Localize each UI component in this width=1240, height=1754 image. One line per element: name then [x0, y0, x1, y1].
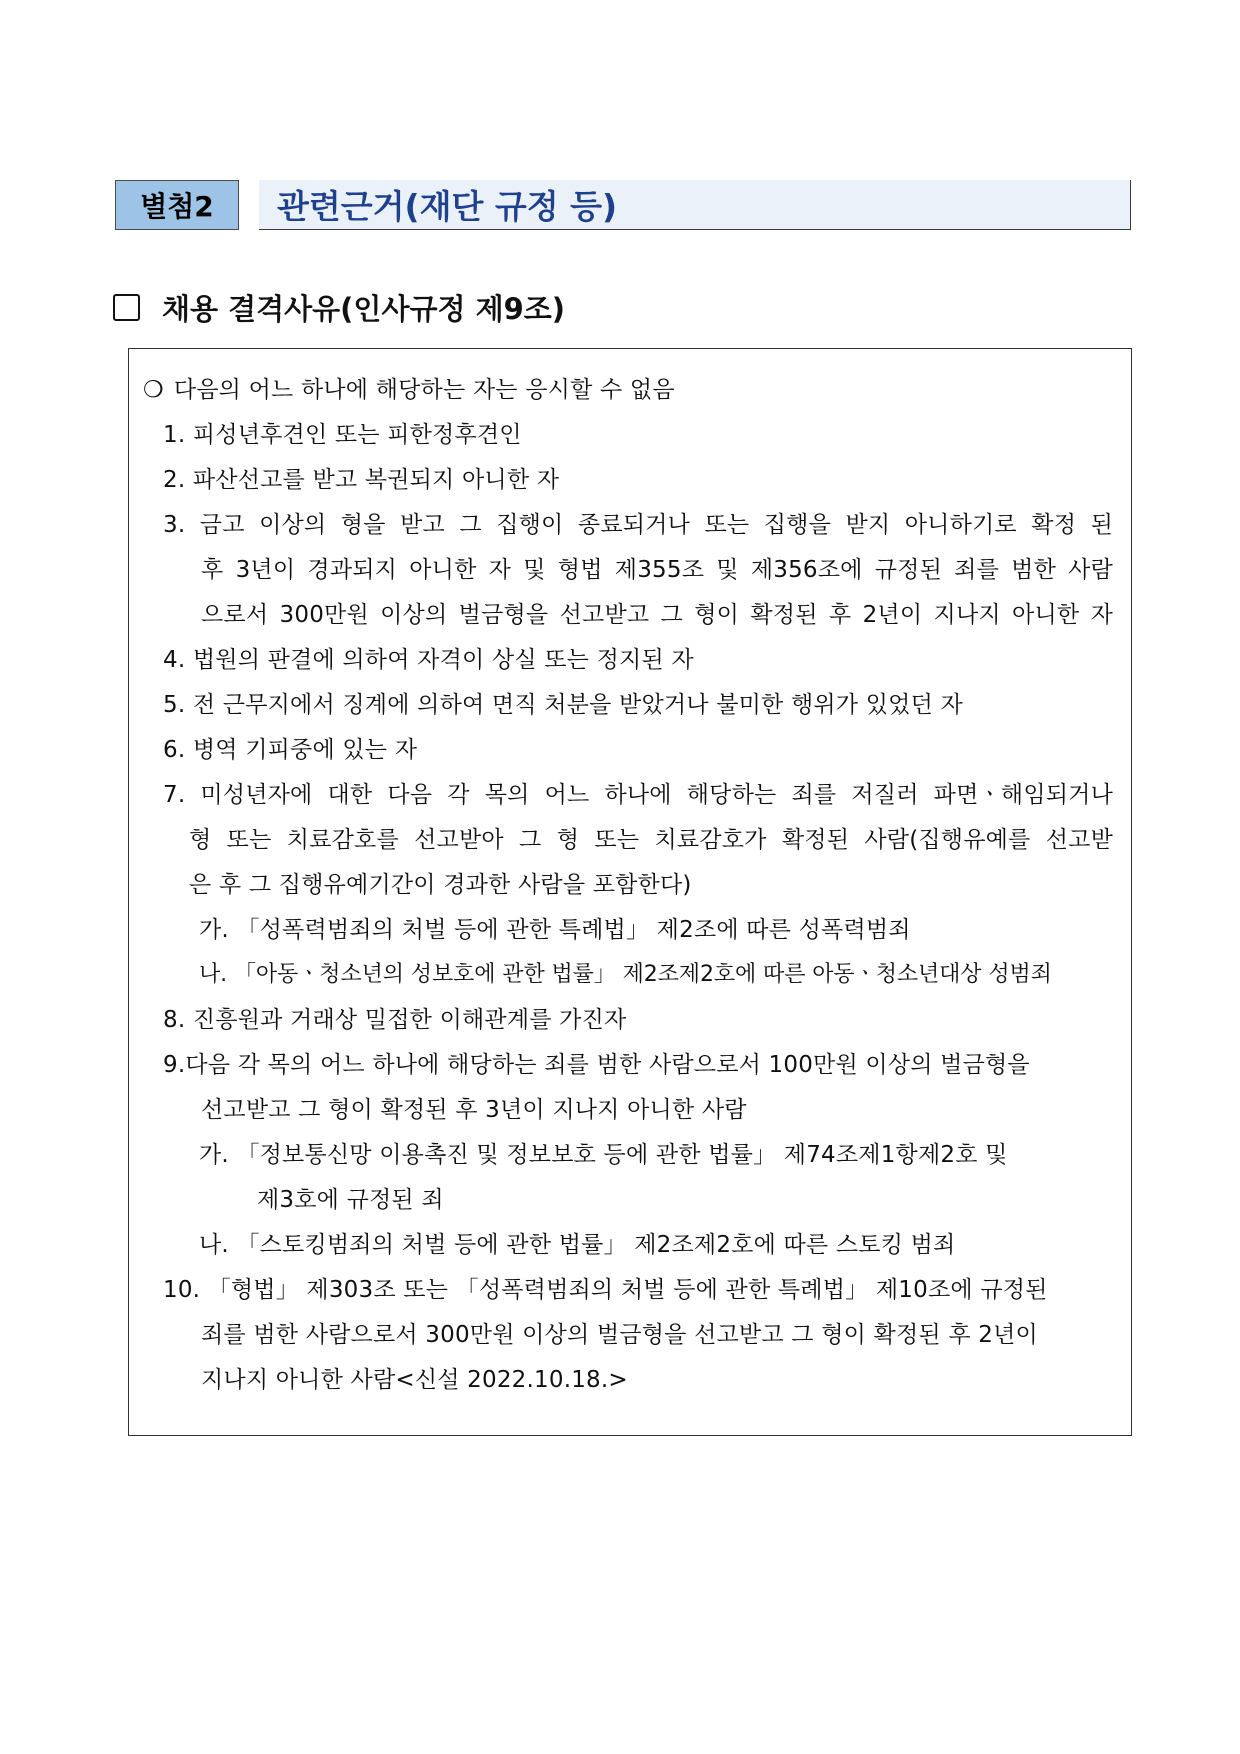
- checkbox-icon: [113, 294, 140, 321]
- intro-text: 다음의 어느 하나에 해당하는 자는 응시할 수 없음: [173, 377, 675, 403]
- list-item: 9.다음 각 목의 어느 하나에 해당하는 죄를 범한 사람으로서 100만원 이상의 벌금형을: [163, 1052, 1030, 1078]
- sub-list-item: 가. 「성폭력범죄의 처벌 등에 관한 특례법」 제2조에 따른 성폭력범죄: [199, 917, 911, 943]
- sub-list-item: 나. 「아동ㆍ청소년의 성보호에 관한 법률」 제2조제2호에 따른 아동ㆍ청소년대상 성범죄: [199, 962, 1052, 987]
- list-item: 4. 법원의 판결에 의하여 자격이 상실 또는 정지된 자: [163, 647, 694, 673]
- attachment-badge: 별첨2: [115, 180, 239, 230]
- section-heading: [113, 285, 565, 329]
- list-item-continuation: 죄를 범한 사람으로서 300만원 이상의 벌금형을 선고받고 그 형이 확정된 후 2년이: [201, 1322, 1038, 1348]
- list-item: 1. 피성년후견인 또는 피한정후견인: [163, 422, 522, 448]
- list-item-continuation: 지나지 아니한 사람<신설 2022.10.18.>: [201, 1367, 628, 1393]
- attachment-header: [115, 180, 1131, 232]
- list-item: 7. 미성년자에 대한 다음 각 목의 어느 하나에 해당하는 죄를 저질러 파면ㆍ해임되거나: [163, 782, 1113, 808]
- section-heading-text: 채용 결격사유(인사규정 제9조): [162, 291, 566, 326]
- list-item-continuation: 형 또는 치료감호를 선고받아 그 형 또는 치료감호가 확정된 사람(집행유예를 선고받: [189, 827, 1113, 853]
- sub-list-item: 나. 「스토킹범죄의 처벌 등에 관한 법률」 제2조제2호에 따른 스토킹 범죄: [199, 1232, 956, 1258]
- sub-list-item: 가. 「정보통신망 이용촉진 및 정보보호 등에 관한 법률」 제74조제1항제2호 및: [199, 1142, 1008, 1168]
- sub-list-item-continuation: 제3호에 규정된 죄: [257, 1187, 444, 1213]
- list-item-continuation: 으로서 300만원 이상의 벌금형을 선고받고 그 형이 확정된 후 2년이 지나지 아니한 자: [201, 602, 1113, 628]
- list-item: 5. 전 근무지에서 징계에 의하여 면직 처분을 받았거나 불미한 행위가 있었던 자: [163, 692, 963, 718]
- intro-line: [143, 375, 675, 405]
- list-item: 2. 파산선고를 받고 복권되지 아니한 자: [163, 467, 560, 493]
- list-item-continuation: 선고받고 그 형이 확정된 후 3년이 지나지 아니한 사람: [201, 1097, 747, 1123]
- circle-bullet-icon: ❍: [143, 377, 164, 403]
- list-item-continuation: 후 3년이 경과되지 아니한 자 및 형법 제355조 및 제356조에 규정된 죄를 범한 사람: [201, 557, 1113, 583]
- list-item: 3. 금고 이상의 형을 받고 그 집행이 종료되거나 또는 집행을 받지 아니하기로 확정 된: [163, 512, 1113, 538]
- list-item-continuation: 은 후 그 집행유예기간이 경과한 사람을 포함한다): [189, 872, 692, 898]
- list-item: 8. 진흥원과 거래상 밀접한 이해관계를 가진자: [163, 1007, 627, 1033]
- list-item: 6. 병역 기피중에 있는 자: [163, 737, 418, 763]
- attachment-title: 관련근거(재단 규정 등): [259, 180, 1131, 230]
- content-box: [128, 348, 1132, 1436]
- list-item: 10. 「형법」 제303조 또는 「성폭력범죄의 처벌 등에 관한 특례법」 제10조에 규정된: [163, 1277, 1048, 1303]
